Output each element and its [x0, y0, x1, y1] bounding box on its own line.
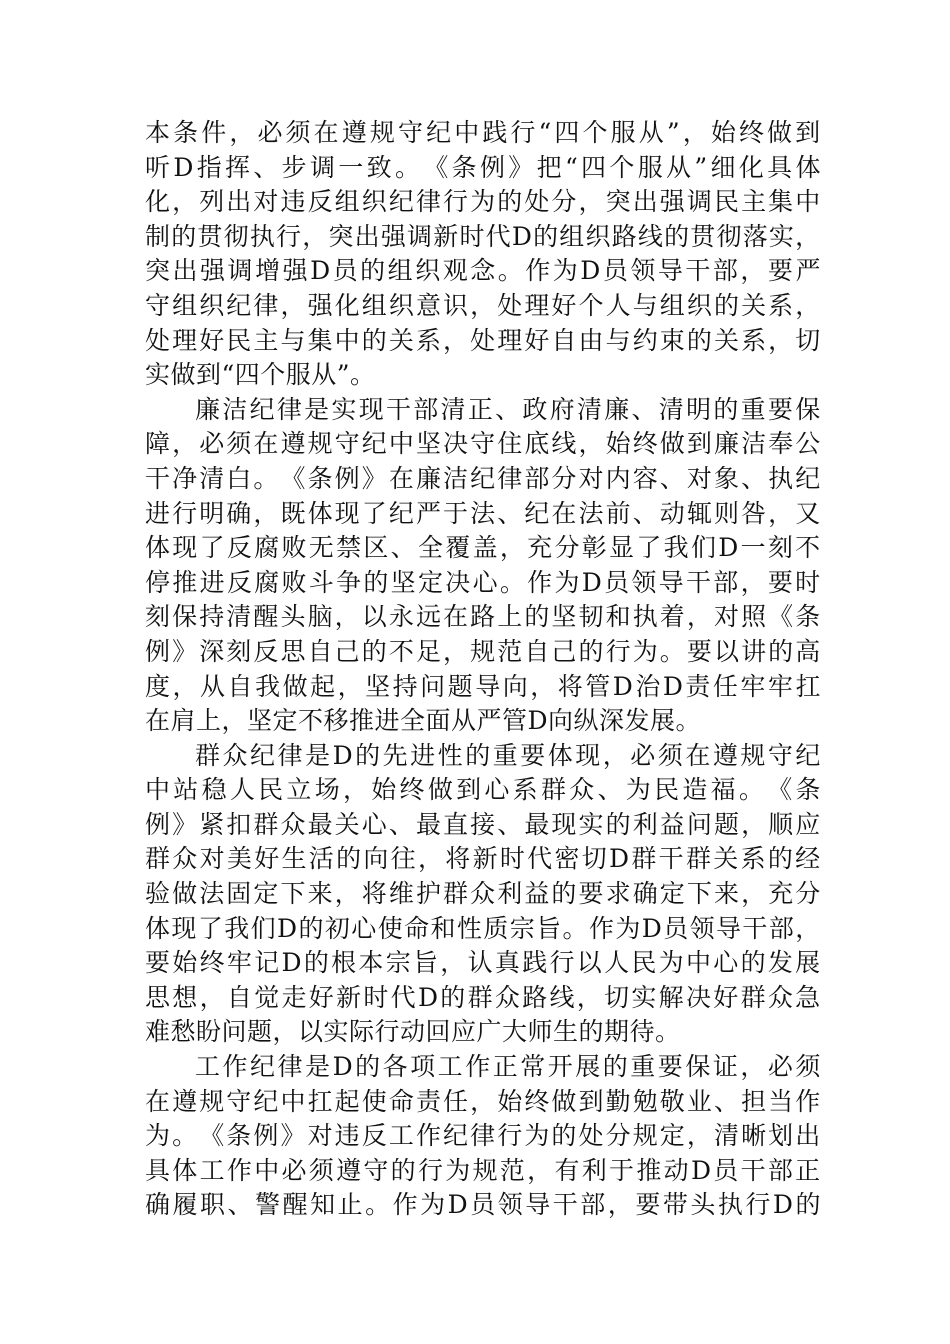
paragraph-integrity-discipline — [145, 393, 821, 739]
text-line: 例 》 深 刻 反 思 自 己 的 不 足 ， 规 范 自 己 的 行 为 。 要 以 讲 的 高 — [145, 636, 821, 666]
paragraph-mass-discipline — [145, 739, 821, 1050]
text-line: 中 站 稳 人 民 立 场 ， 始 终 做 到 心 系 群 众 、 为 民 造 福 。 《 条 — [145, 775, 821, 805]
text-line: 在肩上，坚定不移推进全面从严管D向纵深发展。 — [145, 706, 702, 736]
text-line: 刻 保 持 清 醒 头 脑 ， 以 永 远 在 路 上 的 坚 韧 和 执 着 ， 对 照 《 条 — [145, 602, 821, 632]
text-line: 实做到“四个服从”。 — [145, 360, 376, 390]
text-line: 停 推 进 反 腐 败 斗 争 的 坚 定 决 心 。 作 为 D 员 领 导 干 部 ， 要 时 — [145, 567, 821, 597]
text-line: 为 。 《 条 例 》 对 违 反 工 作 纪 律 行 为 的 处 分 规 定 ， 清 晰 划 出 — [145, 1121, 821, 1151]
paragraph-organization-discipline — [145, 116, 821, 393]
text-line: 难愁盼问题，以实际行动回应广大师生的期待。 — [145, 1017, 681, 1047]
text-line: 处 理 好 民 主 与 集 中 的 关 系 ， 处 理 好 自 由 与 约 束 的 关 系 ， 切 — [145, 325, 821, 355]
text-line: 廉 洁 纪 律 是 实 现 干 部 清 正 、 政 府 清 廉 、 清 明 的 重 要 保 — [195, 394, 821, 424]
text-line: 本 条 件 ， 必 须 在 遵 规 守 纪 中 践 行 “ 四 个 服 从 ” ， 始 终 做 到 — [145, 118, 821, 147]
text-line: 突 出 强 调 增 强 D 员 的 组 织 观 念 。 作 为 D 员 领 导 干 部 ， 要 严 — [145, 256, 821, 286]
text-line: 具 体 工 作 中 必 须 遵 守 的 行 为 规 范 ， 有 利 于 推 动 D 员 干 部 正 — [145, 1155, 821, 1185]
text-line: 障 ， 必 须 在 遵 规 守 纪 中 坚 决 守 住 底 线 ， 始 终 做 到 廉 洁 奉 公 — [145, 429, 821, 459]
text-line: 工 作 纪 律 是 D 的 各 项 工 作 正 常 开 展 的 重 要 保 证 ， 必 须 — [195, 1052, 821, 1082]
document-body — [145, 116, 821, 1223]
text-line: 在 遵 规 守 纪 中 扛 起 使 命 责 任 ， 始 终 做 到 勤 勉 敬 业 、 担 当 作 — [145, 1086, 821, 1116]
text-line: 体 现 了 反 腐 败 无 禁 区 、 全 覆 盖 ， 充 分 彰 显 了 我 们 D 一 刻 不 — [145, 533, 821, 563]
text-line: 度 ， 从 自 我 做 起 ， 坚 持 问 题 导 向 ， 将 管 D 治 D 责 任 牢 牢 扛 — [145, 671, 821, 701]
text-line: 进 行 明 确 ， 既 体 现 了 纪 严 于 法 、 纪 在 法 前 、 动 辄 则 咎 ， 又 — [145, 498, 821, 528]
text-line: 制 的 贯 彻 执 行 ， 突 出 强 调 新 时 代 D 的 组 织 路 线 的 贯 彻 落 实 ， — [145, 221, 821, 251]
text-line: 体 现 了 我 们 D 的 初 心 使 命 和 性 质 宗 旨 。 作 为 D 员 领 导 干 部 ， — [145, 913, 821, 943]
text-line: 例 》 紧 扣 群 众 最 关 心 、 最 直 接 、 最 现 实 的 利 益 问 题 ， 顺 应 — [145, 809, 821, 839]
text-line: 群 众 对 美 好 生 活 的 向 往 ， 将 新 时 代 密 切 D 群 干 群 关 系 的 经 — [145, 844, 821, 874]
text-line: 群 众 纪 律 是 D 的 先 进 性 的 重 要 体 现 ， 必 须 在 遵 规 守 纪 — [195, 740, 821, 770]
text-line: 确 履 职 、 警 醒 知 止 。 作 为 D 员 领 导 干 部 ， 要 带 头 执 行 D 的 — [145, 1190, 821, 1220]
text-line: 验 做 法 固 定 下 来 ， 将 维 护 群 众 利 益 的 要 求 确 定 下 来 ， 充 分 — [145, 879, 821, 909]
text-line: 守 组 织 纪 律 ， 强 化 组 织 意 识 ， 处 理 好 个 人 与 组 织 的 关 系 ， — [145, 290, 821, 320]
paragraph-work-discipline — [145, 1050, 821, 1223]
text-line: 化 ， 列 出 对 违 反 组 织 纪 律 行 为 的 处 分 ， 突 出 强 调 民 主 集 中 — [145, 187, 821, 217]
text-line: 要 始 终 牢 记 D 的 根 本 宗 旨 ， 认 真 践 行 以 人 民 为 中 心 的 发 展 — [145, 948, 821, 978]
text-line: 思 想 ， 自 觉 走 好 新 时 代 D 的 群 众 路 线 ， 切 实 解 决 好 群 众 急 — [145, 982, 821, 1012]
text-line: 听 D 指 挥 、 步 调 一 致 。 《 条 例 》 把 “ 四 个 服 从 ” 细 化 具 体 — [145, 152, 821, 182]
text-line: 干 净 清 白 。 《 条 例 》 在 廉 洁 纪 律 部 分 对 内 容 、 对 象 、 执 纪 — [145, 463, 821, 493]
